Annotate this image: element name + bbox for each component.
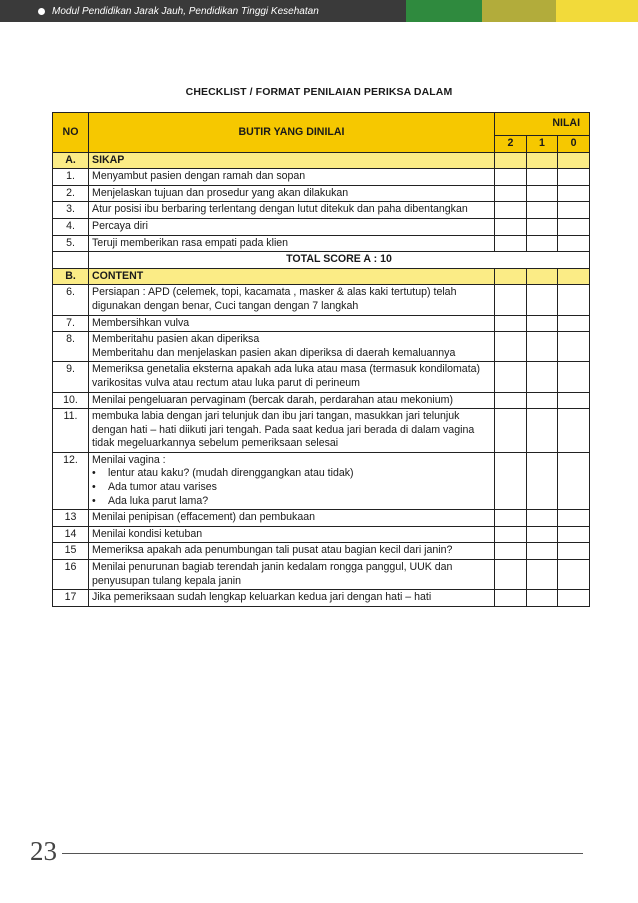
score-cell-0[interactable] [558,169,590,186]
table-row [53,392,590,409]
table-row [53,362,590,392]
score-cell-1[interactable] [527,392,558,409]
bullet-icon: • [92,467,96,480]
header-no: NO [53,113,89,153]
list-item-text: Ada luka parut lama? [108,494,209,507]
score-cell-0[interactable] [558,543,590,560]
score-cell-2[interactable] [495,169,527,186]
score-cell-2[interactable] [495,392,527,409]
row-text [89,452,495,509]
row-no: 17 [53,590,89,607]
score-cell-1[interactable] [527,510,558,527]
row-no: 4. [53,218,89,235]
row-text-line: Memberitahu dan menjelaskan pasien akan diperiksa di daerah kemaluannya [92,346,456,359]
score-cell-1[interactable] [527,362,558,392]
score-cell-0[interactable] [558,590,590,607]
score-cell-1[interactable] [527,526,558,543]
score-cell-2[interactable] [495,218,527,235]
score-cell-2[interactable] [495,285,527,315]
score-cell-0[interactable] [558,315,590,332]
table-row [53,315,590,332]
score-cell-1[interactable] [527,202,558,219]
score-cell-1[interactable] [527,452,558,509]
header-yellow-segment [556,0,638,22]
section-row-a [53,152,590,169]
table-row [53,560,590,590]
row-no: 14 [53,526,89,543]
header-score-0: 0 [558,136,590,153]
score-cell [495,152,527,169]
list-item [92,467,491,481]
section-no: B. [53,268,89,285]
header-green-segment [406,0,482,22]
score-cell-2[interactable] [495,510,527,527]
score-cell [558,152,590,169]
table-row [53,202,590,219]
score-cell-2[interactable] [495,543,527,560]
table-row [53,409,590,453]
list-item-text: Ada tumor atau varises [108,481,217,494]
score-cell-1[interactable] [527,332,558,362]
row-no: 3. [53,202,89,219]
score-cell-0[interactable] [558,332,590,362]
row-no: 16 [53,560,89,590]
header-olive-segment [482,0,556,22]
row-text: membuka labia dengan jari telunjuk dan ibu jari tangan, masukkan jari telunjuk dengan hati – hati diikuti jari tengah. Pada saat kedua jari berada di dalam vagina tidak megeluarkannya sebelum pemeriksaan selesai [89,409,495,453]
list-item [92,481,491,495]
row-text: Teruji memberikan rasa empati pada klien [89,235,495,252]
score-cell-2[interactable] [495,409,527,453]
row-text-line: Menilai vagina : [92,453,166,466]
table-row [53,526,590,543]
score-cell-2[interactable] [495,185,527,202]
header-bar [0,0,638,22]
header-text: Modul Pendidikan Jarak Jauh, Pendidikan Tinggi Kesehatan [52,5,319,17]
score-cell-0[interactable] [558,560,590,590]
section-label: CONTENT [89,268,495,285]
score-cell-0[interactable] [558,526,590,543]
score-cell [527,152,558,169]
total-row-a [53,252,590,269]
row-text: Memeriksa apakah ada penumbungan tali pusat atau bagian kecil dari janin? [89,543,495,560]
score-cell-0[interactable] [558,185,590,202]
row-no: 13 [53,510,89,527]
row-text: Menyambut pasien dengan ramah dan sopan [89,169,495,186]
table-row [53,185,590,202]
score-cell-2[interactable] [495,332,527,362]
row-no: 10. [53,392,89,409]
row-no: 12. [53,452,89,509]
row-text: Membersihkan vulva [89,315,495,332]
score-cell-0[interactable] [558,510,590,527]
row-text: Menilai kondisi ketuban [89,526,495,543]
total-score-label: TOTAL SCORE A : 10 [89,252,590,269]
score-cell [558,268,590,285]
score-cell-2[interactable] [495,590,527,607]
table-row [53,218,590,235]
score-cell-0[interactable] [558,235,590,252]
score-cell-1[interactable] [527,409,558,453]
score-cell-1[interactable] [527,169,558,186]
header-nilai [495,113,590,136]
row-text: Menjelaskan tujuan dan prosedur yang akan dilakukan [89,185,495,202]
row-text: Persiapan : APD (celemek, topi, kacamata , masker & alas kaki tertutup) telah digunakan dengan benar, Cuci tangan dengan 7 langkah [89,285,495,315]
row-text: Menilai penurunan bagiab terendah janin kedalam rongga panggul, UUK dan penyusupan tulang kepala janin [89,560,495,590]
table-row [53,510,590,527]
section-label: SIKAP [89,152,495,169]
row-no: 2. [53,185,89,202]
score-cell [527,268,558,285]
score-cell-2[interactable] [495,362,527,392]
score-cell-2[interactable] [495,235,527,252]
footer-divider [62,853,583,854]
row-no: 15 [53,543,89,560]
table-row [53,285,590,315]
row-no: 7. [53,315,89,332]
bullet-icon: • [92,494,96,507]
score-cell-0[interactable] [558,362,590,392]
row-text [89,332,495,362]
table-row [53,235,590,252]
score-cell-1[interactable] [527,560,558,590]
row-text: Menilai pengeluaran pervaginam (bercak darah, perdarahan atau mekonium) [89,392,495,409]
score-cell-2[interactable] [495,526,527,543]
row-no: 6. [53,285,89,315]
list-item-text: lentur atau kaku? (mudah direnggangkan atau tidak) [108,467,354,480]
bullet-icon: • [92,481,96,494]
score-cell-2[interactable] [495,452,527,509]
row-no: 9. [53,362,89,392]
header-dark-segment [0,0,406,22]
list-item [92,495,491,509]
bullet-icon [38,8,45,15]
bullet-list [92,467,491,508]
table-row [53,169,590,186]
score-cell-0[interactable] [558,285,590,315]
total-no-cell [53,252,89,269]
header-item: BUTIR YANG DINILAI [89,113,495,153]
score-cell-2[interactable] [495,315,527,332]
table-row [53,543,590,560]
score-cell-1[interactable] [527,185,558,202]
score-cell-0[interactable] [558,409,590,453]
score-cell-0[interactable] [558,392,590,409]
page-number: 23 [30,836,57,866]
row-no: 1. [53,169,89,186]
table-header-row [53,113,590,136]
document-title: CHECKLIST / FORMAT PENILAIAN PERIKSA DALAM [185,86,453,98]
score-cell-0[interactable] [558,202,590,219]
row-text-line: Memberitahu pasien akan diperiksa [92,333,260,346]
row-text: Menilai penipisan (effacement) dan pembukaan [89,510,495,527]
section-row-b [53,268,590,285]
score-cell-1[interactable] [527,315,558,332]
row-text: Memeriksa genetalia eksterna apakah ada luka atau masa (termasuk kondilomata) varikositas vulva atau rectum atau luka parut di perineum [89,362,495,392]
row-no: 8. [53,332,89,362]
row-text: Atur posisi ibu berbaring terlentang dengan lutut ditekuk dan paha dibentangkan [89,202,495,219]
score-cell-1[interactable] [527,235,558,252]
score-cell-0[interactable] [558,452,590,509]
score-cell-1[interactable] [527,543,558,560]
section-no: A. [53,152,89,169]
header-score-1: 1 [527,136,558,153]
row-text: Percaya diri [89,218,495,235]
table-row [53,332,590,362]
header-nilai-label: NILAI [552,117,581,130]
score-cell-1[interactable] [527,285,558,315]
score-cell-1[interactable] [527,218,558,235]
table-row [53,452,590,509]
row-text: Jika pemeriksaan sudah lengkap keluarkan kedua jari dengan hati – hati [89,590,495,607]
header-score-2: 2 [495,136,527,153]
score-cell [495,268,527,285]
score-cell-1[interactable] [527,590,558,607]
checklist-table [52,112,590,607]
score-cell-0[interactable] [558,218,590,235]
score-cell-2[interactable] [495,202,527,219]
score-cell-2[interactable] [495,560,527,590]
row-no: 11. [53,409,89,453]
row-no: 5. [53,235,89,252]
table-row [53,590,590,607]
